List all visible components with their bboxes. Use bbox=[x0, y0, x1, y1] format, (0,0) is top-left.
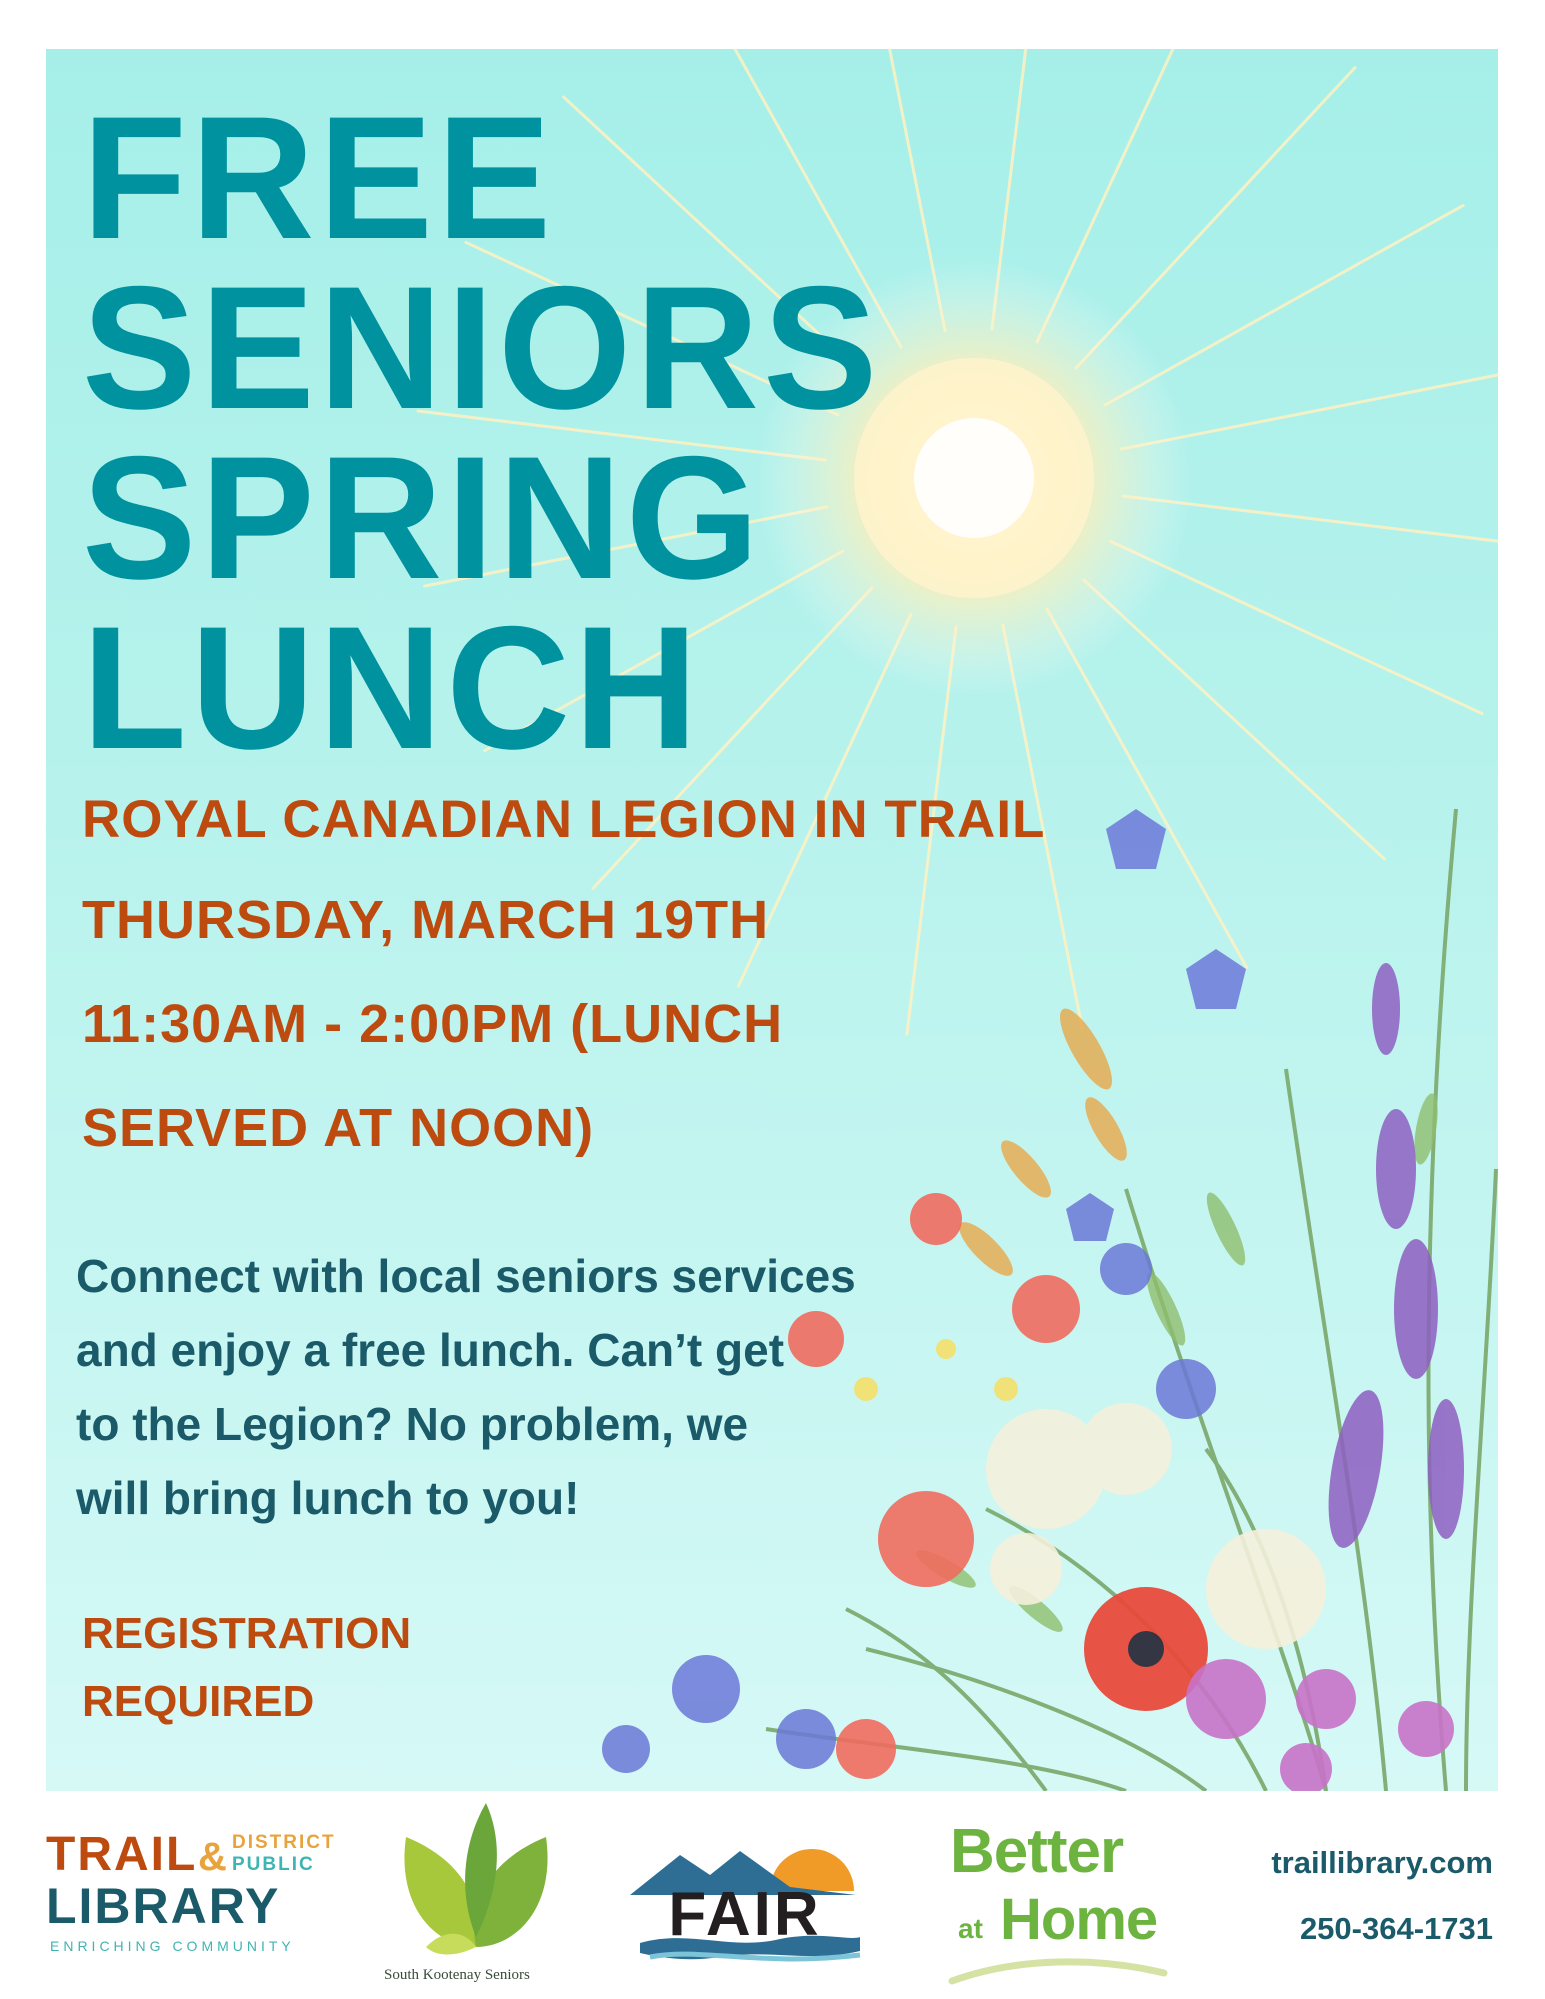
better-at-home-logo bbox=[948, 1817, 1168, 1986]
headline-lunch: LUNCH bbox=[82, 591, 702, 786]
trail-library-logo-trail: TRAIL bbox=[46, 1828, 198, 1881]
phone-number: 250-364-1731 bbox=[1299, 1911, 1493, 1946]
description-line-1: Connect with local seniors services bbox=[76, 1250, 856, 1302]
trail-library-logo-public: PUBLIC bbox=[232, 1854, 315, 1875]
event-date: THURSDAY, MARCH 19TH bbox=[82, 890, 770, 950]
sponsor-footer bbox=[0, 1791, 1545, 1999]
mountain-sunset-logo-icon bbox=[620, 1831, 870, 1971]
fair-logo bbox=[620, 1831, 870, 1971]
description-line-4: will bring lunch to you! bbox=[76, 1472, 580, 1524]
contact-info bbox=[1271, 1845, 1493, 1947]
fair-logo-wordmark: FAIR bbox=[668, 1880, 822, 1949]
event-venue: ROYAL CANADIAN LEGION IN TRAIL bbox=[82, 790, 1046, 849]
trail-library-logo-tagline: ENRICHING COMMUNITY bbox=[50, 1938, 295, 1954]
better-at-home-at: at bbox=[958, 1913, 983, 1944]
trail-library-logo-district: DISTRICT bbox=[232, 1832, 336, 1853]
better-at-home-better: Better bbox=[950, 1817, 1124, 1886]
south-kootenay-seniors-logo bbox=[376, 1797, 576, 1987]
headline-seniors: SENIORS bbox=[82, 251, 882, 446]
registration-line-1: REGISTRATION bbox=[82, 1609, 412, 1658]
leaves-logo-icon bbox=[376, 1797, 576, 1967]
description-line-3: to the Legion? No problem, we bbox=[76, 1398, 749, 1450]
trail-library-logo-ampersand: & bbox=[198, 1835, 229, 1879]
poster bbox=[46, 49, 1498, 1791]
trail-library-logo-library: LIBRARY bbox=[46, 1878, 281, 1934]
south-kootenay-seniors-name: South Kootenay Seniors bbox=[384, 1967, 530, 1983]
trail-library-logo bbox=[46, 1828, 346, 1954]
event-time-line-2: SERVED AT NOON) bbox=[82, 1098, 595, 1158]
event-time-line-1: 11:30AM - 2:00PM (LUNCH bbox=[82, 994, 784, 1054]
headline-free: FREE bbox=[82, 81, 556, 276]
better-at-home-home: Home bbox=[1000, 1887, 1158, 1952]
description-line-2: and enjoy a free lunch. Can’t get bbox=[76, 1324, 785, 1376]
website-link[interactable]: traillibrary.com bbox=[1271, 1845, 1493, 1880]
registration-line-2: REQUIRED bbox=[82, 1677, 315, 1726]
headline-spring: SPRING bbox=[82, 421, 764, 616]
better-at-home-swoosh bbox=[948, 1955, 1168, 1985]
